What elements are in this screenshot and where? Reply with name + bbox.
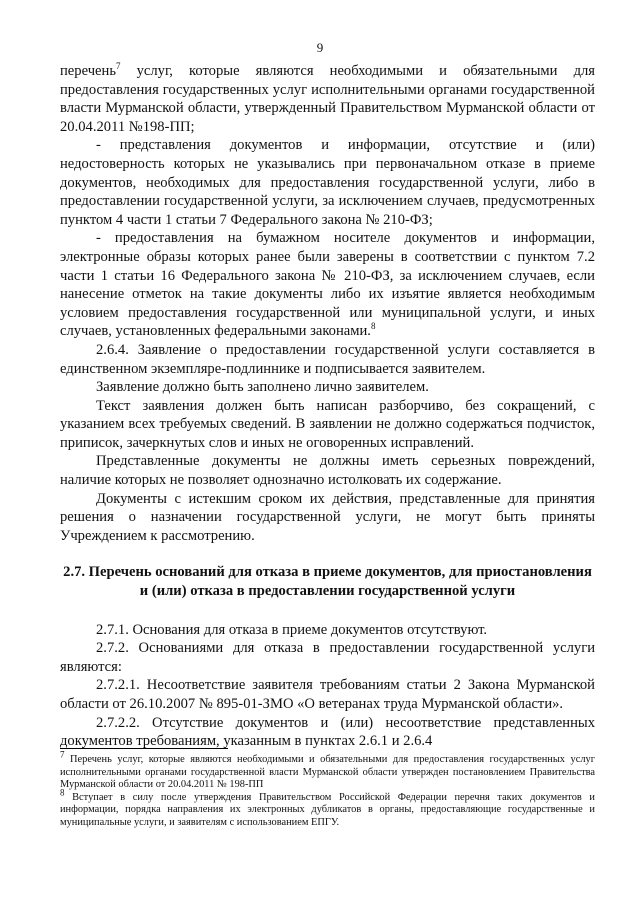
footnotes <box>60 749 595 830</box>
footnote-7 <box>60 749 595 792</box>
footnote-8 <box>60 787 595 830</box>
footnote-marker: 8 <box>60 787 65 798</box>
paragraph-filled-personally: Заявление должно быть заполнено лично заявителем. <box>96 379 429 396</box>
section-heading-2-7: 2.7. Перечень оснований для отказа в приеме документов, для приостановления и (или) отказа в предоставлении государственной услуги <box>63 564 592 600</box>
paragraph-paper-media <box>60 229 595 341</box>
paragraph-text: - предоставления на бумажном носителе документов и информации, электронные образы которых ранее были заверены в соответствии с пунктом 7.2 части 1 статьи 16 Федерального закона № 210-ФЗ, за исключением случаев, если нанесение отметок на такие документы либо их изъятие является необходимым условием предоставления государственной или муниципальной услуги, и иных случаев, установленных федеральными законами. <box>60 230 595 340</box>
footnote-divider <box>60 748 228 749</box>
footnote-marker: 7 <box>60 749 65 760</box>
paragraph-2-6-4: 2.6.4. Заявление о предоставлении государственной услуги составляется в единственном экземпляре-подлиннике и подписывается заявителем. <box>60 341 595 377</box>
footnote-text: Перечень услуг, которые являются необходимыми и обязательными для предоставления государственных услуг исполнительными органами государственной власти Мурманской области утвержден постановлением Правительства Мурманской области от 20.04.2011 № 198-ПП <box>60 754 595 791</box>
page-number: 9 <box>316 40 324 55</box>
document-body <box>60 62 595 751</box>
paragraph-2-7-2-2: 2.7.2.2. Отсутствие документов и (или) несоответствие представленных документов требованиям, указанным в пунктах 2.6.1 и 2.6.4 <box>60 714 595 750</box>
footnote-text: Вступает в силу после утверждения Правительством Российской Федерации перечня таких документов и информации, порядка направления их электронных дубликатов в органы, предоставляющие государственные и муниципальные услуги, и заявителям с использованием ЕПГУ. <box>60 791 595 828</box>
paragraph-legible-text: Текст заявления должен быть написан разборчиво, без сокращений, с указанием всех требуемых сведений. В заявлении не должно содержаться подчисток, приписок, зачеркнутых слов и иных не оговоренных исправлений. <box>60 397 595 451</box>
footnote-ref-7: 7 <box>115 61 121 72</box>
paragraph-list-reference <box>60 62 595 136</box>
paragraph-documents-information: - представления документов и информации, отсутствие и (или) недостоверность которых не указывались при первоначальном отказе в приеме документов, необходимых для предоставления государственной услуги, либо в предоставлении государственной услуги, за исключением случаев, предусмотренных пунктом 4 части 1 статьи 7 Федерального закона № 210-ФЗ; <box>60 137 595 228</box>
paragraph-no-damage: Представленные документы не должны иметь серьезных повреждений, наличие которых не позволяет однозначно истолковать их содержание. <box>60 453 595 489</box>
paragraph-2-7-2-1: 2.7.2.1. Несоответствие заявителя требованиям статьи 2 Закона Мурманской области от 26.10.2007 № 895-01-ЗМО «О ветеранах труда Мурманской области». <box>60 677 595 712</box>
paragraph-2-7-1: 2.7.1. Основания для отказа в приеме документов отсутствуют. <box>96 621 488 638</box>
footnote-ref-8: 8 <box>370 321 376 332</box>
paragraph-text: услуг, которые являются необходимыми и обязательными для предоставления государственных услуг исполнительными органами государственной власти Мурманской области, утвержденный Правительством Мурманской области от 20.04.2011 №198-ПП; <box>60 63 595 135</box>
paragraph-expired-documents: Документы с истекшим сроком их действия, представленные для принятия решения о назначении государственной услуги, не могут быть приняты Учреждением к рассмотрению. <box>60 490 595 544</box>
paragraph-2-7-2: 2.7.2. Основаниями для отказа в предоставлении государственной услуги являются: <box>60 640 595 675</box>
paragraph-text: перечень <box>60 63 116 79</box>
